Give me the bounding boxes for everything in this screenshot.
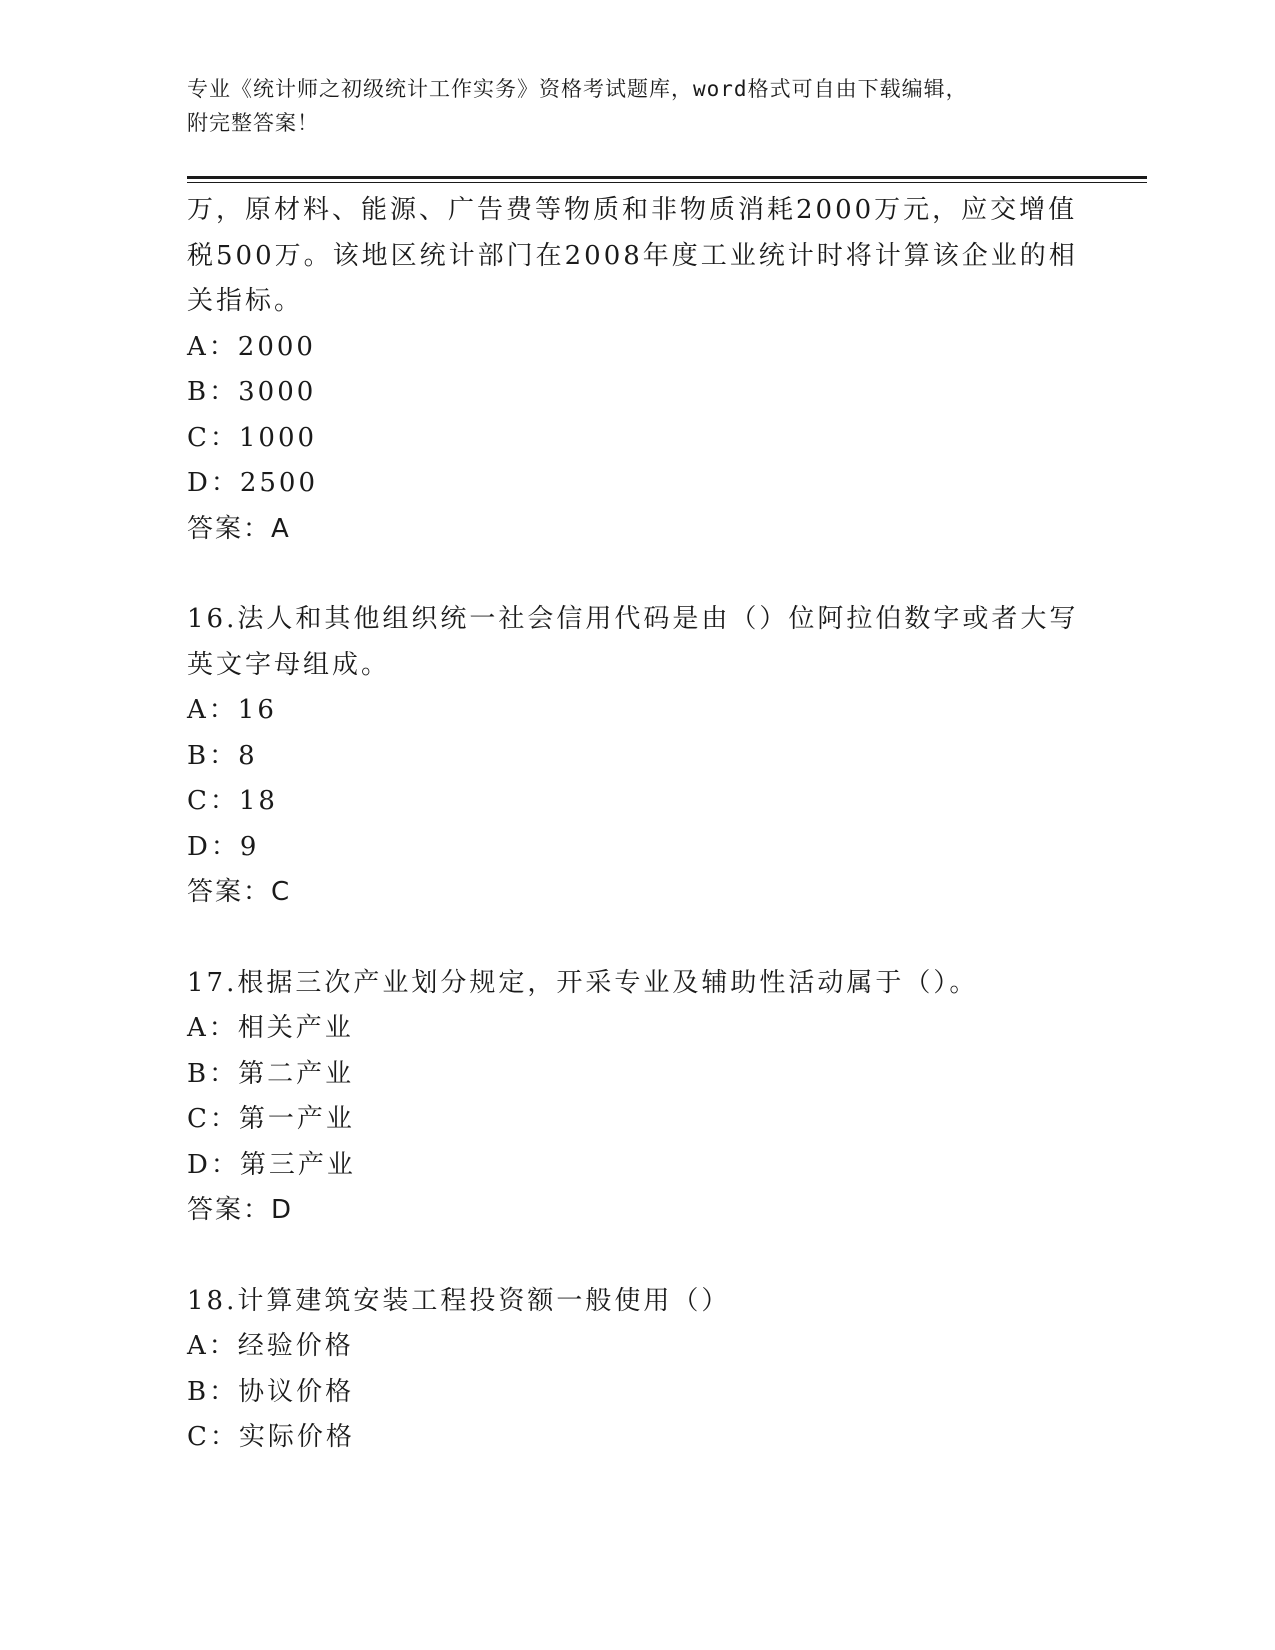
answer-line: 答案：C [187, 877, 292, 907]
question-stem-line: 万，原材料、能源、广告费等物质和非物质消耗2000万元，应交增值 [187, 195, 1078, 225]
option-b: B：第二产业 [187, 1058, 355, 1089]
document-header [187, 72, 1067, 140]
option-c: C：1000 [187, 422, 318, 453]
question-stem-line: 17.根据三次产业划分规定，开采专业及辅助性活动属于（）。 [187, 967, 979, 998]
option-b: B：3000 [187, 377, 317, 407]
answer-line: 答案：A [187, 513, 291, 544]
header-divider-thick [187, 176, 1147, 179]
header-divider-thin [187, 182, 1147, 183]
header-line-1: 专业《统计师之初级统计工作实务》资格考试题库，word格式可自由下载编辑， [187, 77, 968, 101]
option-a: A：经验价格 [187, 1331, 354, 1361]
option-d: D：2500 [187, 468, 319, 498]
answer-line: 答案：D [187, 1195, 294, 1225]
question-stem-line: 关指标。 [187, 286, 304, 316]
header-line-2: 附完整答案！ [187, 111, 319, 135]
option-c: C：第一产业 [187, 1104, 355, 1134]
option-c: C：实际价格 [187, 1422, 355, 1452]
question-stem-line: 18.计算建筑安装工程投资额一般使用（） [187, 1285, 731, 1316]
question-block [187, 597, 1079, 916]
option-a: A：相关产业 [187, 1013, 354, 1043]
option-b: B：8 [187, 740, 258, 771]
option-a: A：16 [187, 695, 277, 725]
question-list [187, 188, 1079, 1461]
question-block [187, 1279, 1067, 1461]
option-b: B：协议价格 [187, 1376, 355, 1407]
question-stem-line: 16.法人和其他组织统一社会信用代码是由（）位阿拉伯数字或者大写 [187, 604, 1079, 634]
option-d: D：9 [187, 831, 260, 862]
option-d: D：第三产业 [187, 1149, 356, 1180]
question-block [187, 961, 1067, 1234]
question-stem-line: 英文字母组成。 [187, 649, 391, 680]
option-c: C：18 [187, 786, 278, 816]
option-a: A：2000 [187, 331, 316, 362]
question-block [187, 188, 1078, 552]
question-stem-line: 税500万。该地区统计部门在2008年度工业统计时将计算该企业的相 [187, 240, 1078, 271]
